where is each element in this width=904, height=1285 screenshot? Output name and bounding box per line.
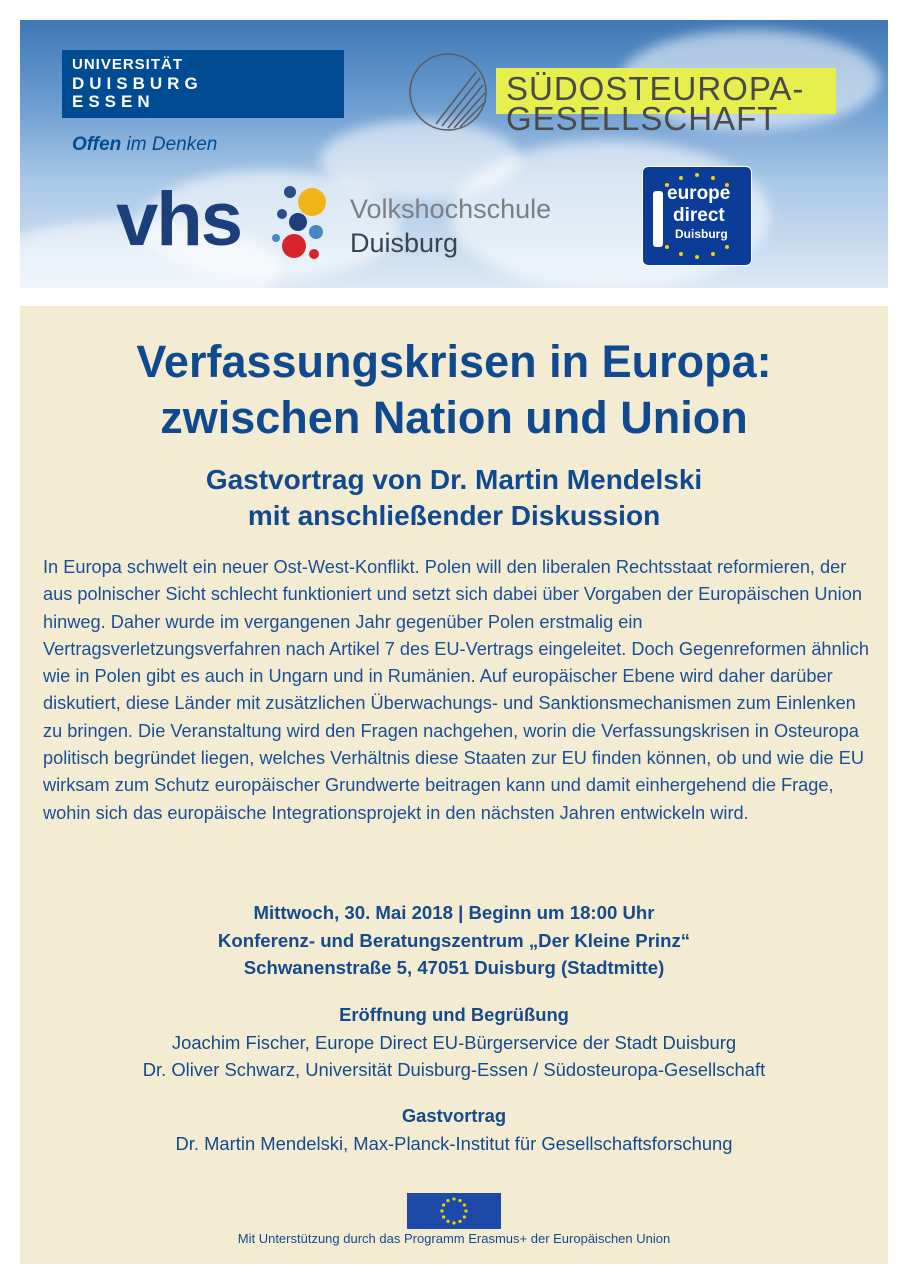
europe-direct-line1: europe xyxy=(667,183,731,204)
event-details xyxy=(20,899,888,982)
title-line: Verfassungskrisen in Europa: xyxy=(136,336,772,387)
opening-line: Joachim Fischer, Europe Direct EU-Bürgerservice der Stadt Duisburg xyxy=(171,1031,737,1053)
event-line: Schwanenstraße 5, 47051 Duisburg (Stadtmitte) xyxy=(243,957,665,978)
ude-line1: UNIVERSITÄT xyxy=(72,56,184,73)
vhs-dots-icon xyxy=(260,182,340,266)
title-line: zwischen Nation und Union xyxy=(160,392,748,443)
event-line: Mittwoch, 30. Mai 2018 | Beginn um 18:00 Uhr xyxy=(253,902,655,923)
opening-section xyxy=(20,1001,888,1084)
ude-slogan-rest: im Denken xyxy=(121,134,218,155)
vhs-line1: Volkshochschule xyxy=(350,194,552,224)
europe-direct-line3: Duisburg xyxy=(675,227,728,241)
soe-globe-icon xyxy=(406,50,490,134)
ude-line2: DUISBURG xyxy=(72,74,203,93)
talk-section xyxy=(20,1102,888,1157)
ude-slogan xyxy=(72,134,217,156)
vhs-line2: Duisburg xyxy=(350,228,459,258)
eu-flag xyxy=(407,1193,501,1229)
talk-heading: Gastvortrag xyxy=(401,1105,507,1126)
ude-logo xyxy=(62,50,344,118)
opening-line: Dr. Oliver Schwarz, Universität Duisburg-Essen / Südosteuropa-Gesellschaft xyxy=(142,1059,766,1080)
event-line: Konferenz- und Beratungszentrum „Der Kleine Prinz“ xyxy=(217,929,691,951)
europe-direct-i-icon xyxy=(653,191,663,247)
body-paragraph: In Europa schwelt ein neuer Ost-West-Konflikt. Polen will den liberalen Rechtsstaat reformieren, der aus polnischer Sicht schlecht funktioniert und setzt sich dabei über Vorgaben der Europäischen Union hinweg. Daher wurde im vergangenen Jahr gegenüber Polen erstmalig ein Vertragsverletzungsverfahren nach Artikel 7 des EU-Vertrags eingeleitet. Doch Gegenreformen ähnlich wie in Polen gibt es auch in Ungarn und in Rumänien. Auf europäischer Ebene wird daher darüber diskutiert, diese Länder mit zusätzlichen Überwachungs- und Sanktionsmechanismen zum Einlenken zu bringen. Die Veranstaltung wird den Fragen nachgehen, worin die Verfassungskrisen in Osteuropa politisch begründet liegen, welches Verhältnis diese Staaten zur EU finden können, ob und wie die EU wirksam zum Schutz europäischer Grundwerte beitragen kann und damit einhergehend die Frage, wohin sich das europäische Integrationsprojekt in den nächsten Jahren entwickeln wird. xyxy=(43,557,869,823)
talk-line: Dr. Martin Mendelski, Max-Planck-Institut für Gesellschaftsforschung xyxy=(175,1132,733,1154)
subtitle-line: mit anschließender Diskussion xyxy=(247,500,661,531)
subtitle-line: Gastvortrag von Dr. Martin Mendelski xyxy=(205,464,703,495)
soe-line2: GESELLSCHAFT xyxy=(506,100,779,137)
vhs-wordmark: vhs xyxy=(116,177,241,262)
content-panel xyxy=(20,306,888,1264)
opening-heading: Eröffnung und Begrüßung xyxy=(339,1004,569,1025)
europe-direct-line2: direct xyxy=(673,205,725,226)
eu-flag-stars-icon xyxy=(407,1193,501,1229)
soe-line1: SÜDOSTEUROPA- xyxy=(506,70,805,107)
europe-direct-logo xyxy=(642,166,752,266)
footer-note: Mit Unterstützung durch das Programm Erasmus+ der Europäischen Union xyxy=(237,1231,671,1246)
page-title xyxy=(20,334,888,446)
ude-line3: ESSEN xyxy=(72,92,155,111)
page-subtitle xyxy=(20,462,888,534)
ude-slogan-bold: Offen xyxy=(72,134,122,155)
header-banner xyxy=(20,20,888,288)
